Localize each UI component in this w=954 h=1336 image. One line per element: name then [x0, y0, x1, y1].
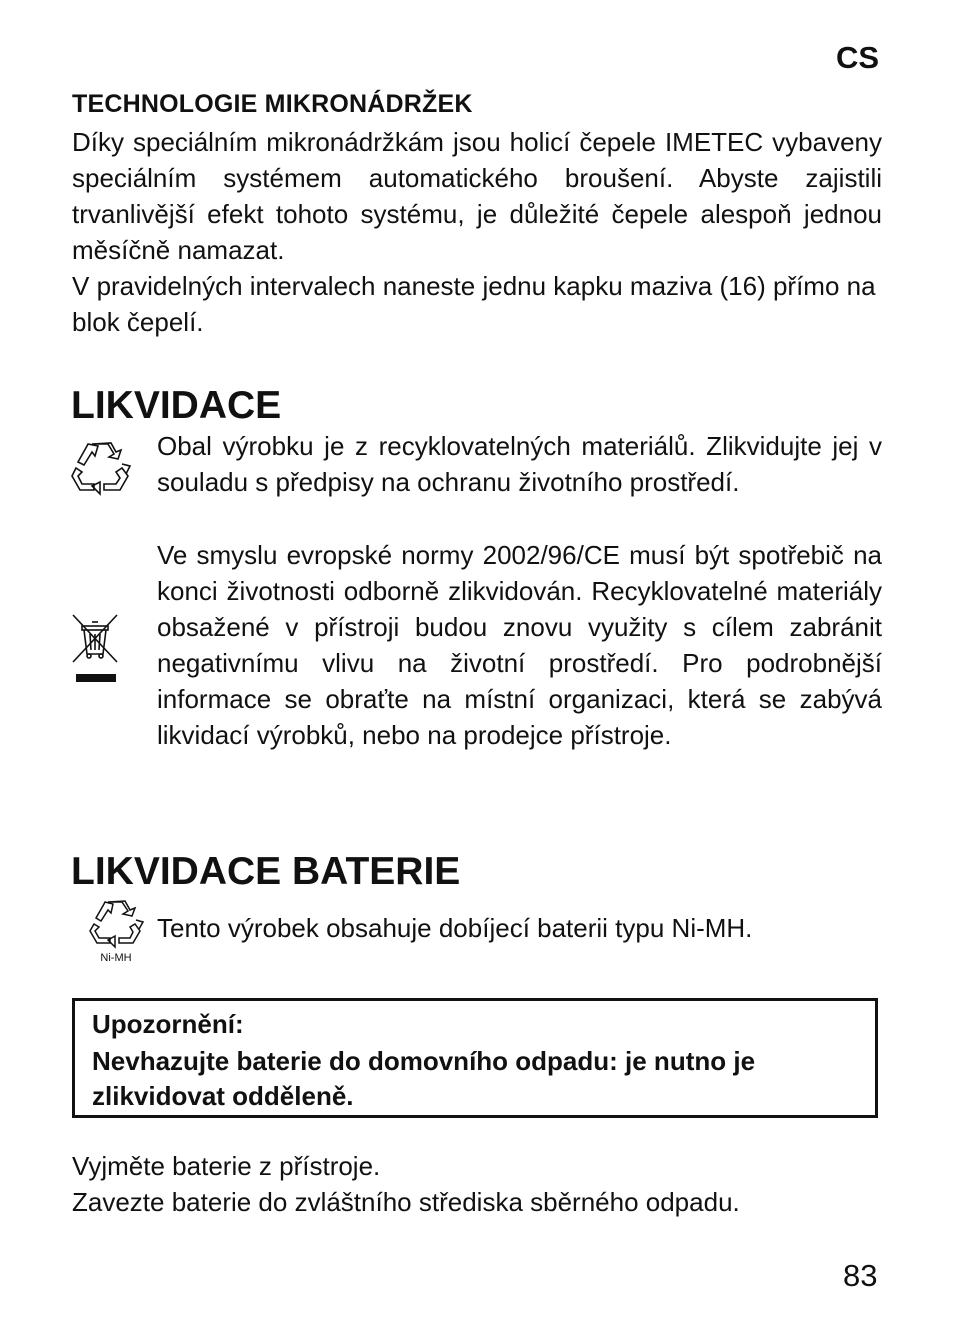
section-title-battery-disposal: LIKVIDACE BATERIE — [71, 850, 461, 893]
instruction-line-1: Vyjměte baterie z přístroje. — [72, 1151, 381, 1181]
instruction-line-2: Zavezte baterie do zvláštního střediska sběrného odpadu. — [72, 1187, 740, 1217]
recycle-text: Obal výrobku je z recyklovatelných materiálů. Zlikvidujte jej v souladu s předpisy na ochranu životního prostředí. — [157, 431, 882, 497]
nimh-label: Ni-MH — [100, 952, 132, 964]
warning-text: Nevhazujte baterie do domovního odpadu: je nutno je zlikvidovat odděleně. — [92, 1046, 756, 1111]
battery-instructions — [72, 1148, 882, 1220]
language-code: CS — [836, 40, 880, 75]
technology-text: Díky speciálním mikronádržkám jsou holicí čepele IMETEC vybaveny speciálním systémem automatického broušení. Abyste zajistili trvanlivější efekt tohoto systému, je důležité čepele alespoň jednou měsíčně namazat. — [72, 127, 882, 265]
weee-text: Ve smyslu evropské normy 2002/96/CE musí být spotřebič na konci životnosti odborně zlikvidován. Recyklovatelné materiály obsažené v přístroji budou znovu využity s cílem zabránit negativnímu vlivu na životní prostředí. Pro podrobnější informace se obraťte na místní organizaci, která se zabývá likvidací výrobků, nebo na prodejce přístroje. — [157, 540, 882, 750]
recycle-icon — [70, 438, 132, 496]
section-title-technology: TECHNOLOGIE MIKRONÁDRŽEK — [72, 90, 473, 118]
warning-box — [72, 998, 878, 1118]
technology-paragraph — [72, 124, 882, 340]
crossed-bin-icon — [70, 612, 122, 684]
nimh-recycle-icon — [84, 898, 148, 970]
warning-title: Upozornění: — [92, 1009, 244, 1039]
technology-text-2: V pravidelných intervalech naneste jednu kapku maziva (16) přímo na blok čepelí. — [72, 271, 876, 337]
page-number: 83 — [843, 1258, 878, 1293]
section-title-disposal: LIKVIDACE — [71, 384, 282, 427]
battery-text: Tento výrobek obsahuje dobíjecí baterii typu Ni-MH. — [157, 913, 753, 943]
